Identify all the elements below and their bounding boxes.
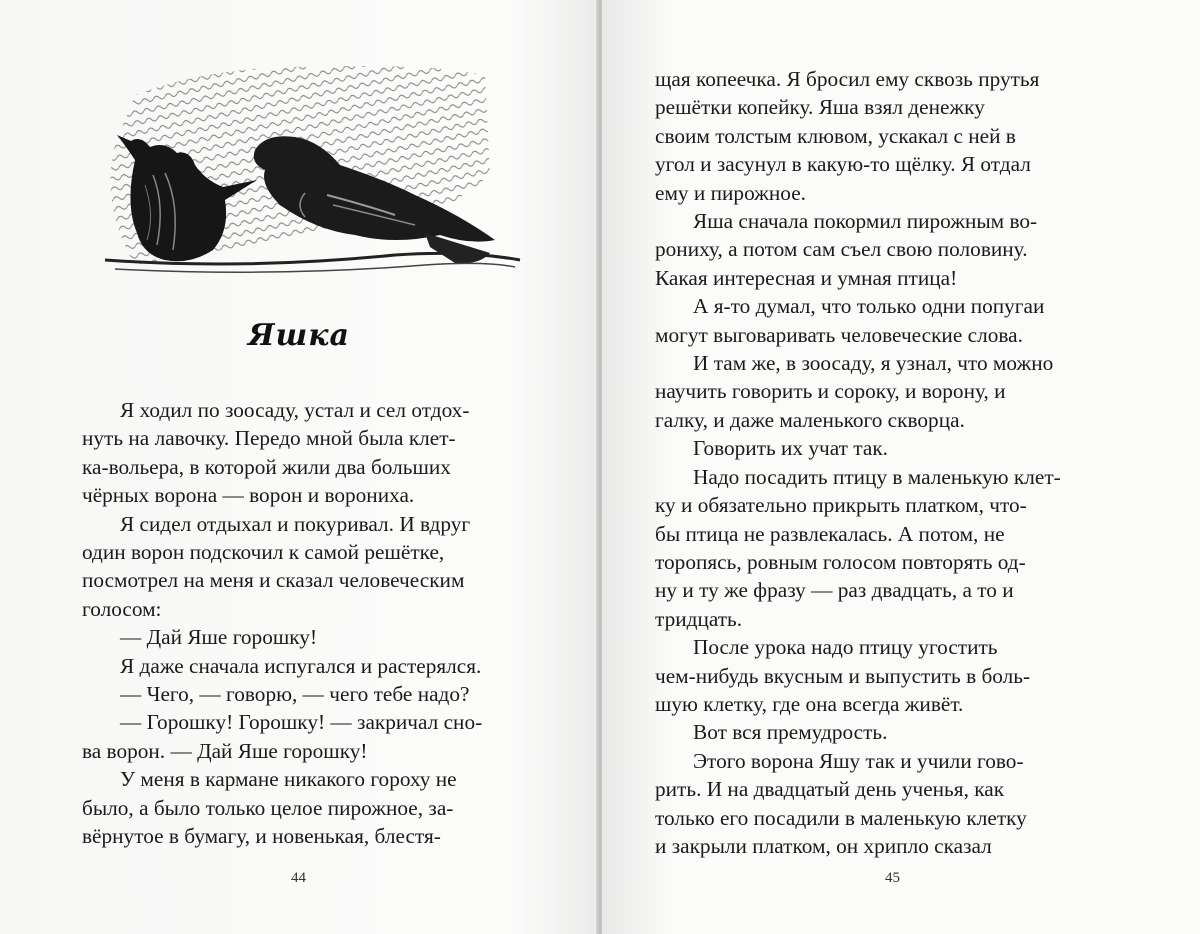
text-line: — Горошку! Горошку! — закричал сно- <box>120 710 483 735</box>
text-line: галку, и даже маленького скворца. <box>655 407 965 432</box>
text-line: Надо посадить птицу в маленькую клет- <box>693 464 1061 489</box>
text-line: У меня в кармане никакого гороху не <box>120 767 457 792</box>
text-line: посмотрел на меня и сказал человеческим <box>82 568 465 593</box>
text-line: своим толстым клювом, ускакал с ней в <box>655 123 1016 148</box>
page-number-right: 45 <box>885 870 900 886</box>
text-line: научить говорить и сороку, и ворону, и <box>655 379 1006 404</box>
text-line: голосом: <box>82 596 162 621</box>
text-line: ну и ту же фразу — раз двадцать, а то и <box>655 578 1014 603</box>
text-line: торопясь, ровным голосом повторять од- <box>655 549 1026 574</box>
left-page-text <box>82 396 540 851</box>
text-line: Я сидел отдыхал и покуривал. И вдруг <box>120 511 471 536</box>
text-line: После урока надо птицу угостить <box>693 635 998 660</box>
text-line: один ворон подскочил к самой решётке, <box>82 540 445 565</box>
text-line: могут выговаривать человеческие слова. <box>655 322 1023 347</box>
text-line: Я ходил по зоосаду, устал и сел отдох- <box>120 398 470 422</box>
text-line: Этого ворона Яшу так и учили гово- <box>693 748 1024 773</box>
text-line: ва ворон. — Дай Яше горошку! <box>82 738 368 763</box>
text-line: тридцать. <box>655 606 743 631</box>
chapter-title: Яшка <box>248 318 350 353</box>
left-page <box>0 0 598 934</box>
right-page-text <box>655 65 1117 860</box>
text-line: только его посадили в маленькую клетку <box>655 805 1027 830</box>
text-line: нуть на лавочку. Передо мной была клет- <box>82 426 456 451</box>
text-line: решётки копейку. Яша взял денежку <box>655 95 985 120</box>
text-line: рониху, а потом сам съел свою половину. <box>655 237 1028 262</box>
page-number-left: 44 <box>291 870 306 886</box>
text-line: чёрных ворона — ворон и ворониха. <box>82 483 415 508</box>
text-line: Яша сначала покормил пирожным во- <box>693 209 1038 234</box>
text-line: ку и обязательно прикрыть платком, что- <box>655 493 1027 518</box>
two-ravens-illustration <box>95 55 525 295</box>
text-line: чем-нибудь вкусным и выпустить в боль- <box>655 663 1031 688</box>
text-line: А я-то думал, что только одни попугаи <box>693 294 1045 319</box>
text-line: Я даже сначала испугался и растерялся. <box>120 653 482 678</box>
text-line: бы птица не развлекалась. А потом, не <box>655 521 1005 546</box>
text-line: щая копеечка. Я бросил ему сквозь прутья <box>655 67 1040 91</box>
text-line: — Дай Яше горошку! <box>120 625 318 650</box>
text-line: рить. И на двадцатый день ученья, как <box>655 777 1005 802</box>
text-line: шую клетку, где она всегда живёт. <box>655 691 964 716</box>
text-line: угол и засунул в какую-то щёлку. Я отдал <box>655 152 1031 177</box>
text-line: Говорить их учат так. <box>693 436 888 461</box>
text-line: И там же, в зоосаду, я узнал, что можно <box>693 351 1054 376</box>
text-line: ка-вольера, в которой жили два больших <box>82 454 451 479</box>
text-line: Вот вся премудрость. <box>693 720 888 745</box>
text-line: ему и пирожное. <box>655 180 806 205</box>
right-page <box>602 0 1200 934</box>
text-line: было, а было только целое пирожное, за- <box>82 795 454 820</box>
text-line: и закрыли платком, он хрипло сказал <box>655 833 992 858</box>
text-line: Какая интересная и умная птица! <box>655 265 958 290</box>
text-line: — Чего, — говорю, — чего тебе надо? <box>120 682 470 707</box>
text-line: вёрнутое в бумагу, и новенькая, блестя- <box>82 824 441 849</box>
